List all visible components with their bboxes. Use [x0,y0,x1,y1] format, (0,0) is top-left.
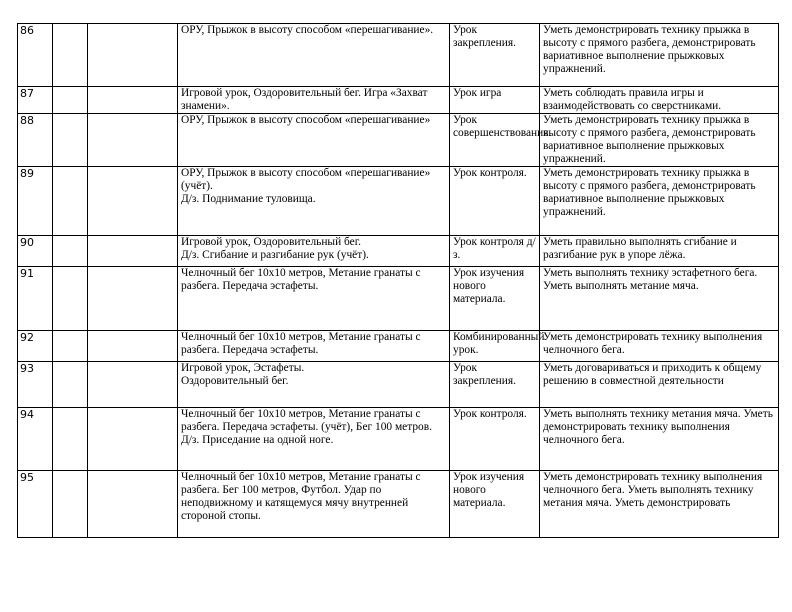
lesson-result: Уметь демонстрировать технику прыжка в высоту с прямого разбега, демонстрировать вариативное выполнение прыжковых упражнений. [540,24,779,87]
lesson-topic: ОРУ, Прыжок в высоту способом «перешагивание» (учёт). Д/з. Поднимание туловища. [178,167,450,236]
lesson-number: 93 [18,362,53,408]
table-row [18,87,779,114]
empty-cell [53,24,88,87]
lesson-result: Уметь соблюдать правила игры и взаимодействовать со сверстниками. [540,87,779,114]
empty-cell [88,167,178,236]
table-row [18,471,779,538]
lesson-number: 91 [18,267,53,331]
lesson-topic: ОРУ, Прыжок в высоту способом «перешагивание». [178,24,450,87]
empty-cell [88,408,178,471]
lesson-topic: Игровой урок, Оздоровительный бег. Игра «Захват знамени». [178,87,450,114]
lesson-result: Уметь демонстрировать технику выполнения челночного бега. Уметь выполнять технику метания мяча. Уметь демонстрировать [540,471,779,538]
empty-cell [88,471,178,538]
empty-cell [88,362,178,408]
empty-cell [53,331,88,362]
empty-cell [88,267,178,331]
lesson-result: Уметь правильно выполнять сгибание и разгибание рук в упоре лёжа. [540,236,779,267]
lesson-result: Уметь договариваться и приходить к общему решению в совместной деятельности [540,362,779,408]
lesson-topic: Челночный бег 10х10 метров, Метание гранаты с разбега. Передача эстафеты. [178,267,450,331]
lesson-type: Урок совершенствования. [450,114,540,167]
lesson-number: 95 [18,471,53,538]
lesson-number: 89 [18,167,53,236]
lesson-number: 87 [18,87,53,114]
lesson-number: 86 [18,24,53,87]
table-row [18,236,779,267]
table-row [18,408,779,471]
lesson-topic: Челночный бег 10х10 метров, Метание гранаты с разбега. Бег 100 метров, Футбол. Удар по неподвижному и катящемуся мячу внутренней стороной стопы. [178,471,450,538]
empty-cell [88,236,178,267]
lesson-type: Урок закрепления. [450,362,540,408]
lesson-result: Уметь демонстрировать технику прыжка в высоту с прямого разбега, демонстрировать вариативное выполнение прыжковых упражнений. [540,167,779,236]
lesson-result: Уметь выполнять технику метания мяча. Уметь демонстрировать технику выполнения челночного бега. [540,408,779,471]
lesson-topic: Челночный бег 10х10 метров, Метание гранаты с разбега. Передача эстафеты. [178,331,450,362]
lesson-result: Уметь демонстрировать технику выполнения челночного бега. [540,331,779,362]
empty-cell [88,331,178,362]
lesson-type: Урок игра [450,87,540,114]
table-row [18,167,779,236]
empty-cell [88,114,178,167]
lesson-type: Урок контроля д/з. [450,236,540,267]
lesson-result: Уметь выполнять технику эстафетного бега. Уметь выполнять метание мяча. [540,267,779,331]
lesson-type: Урок контроля. [450,167,540,236]
empty-cell [53,362,88,408]
lesson-type: Комбинированный урок. [450,331,540,362]
table-row [18,362,779,408]
lesson-plan-table [17,23,779,538]
table-row [18,24,779,87]
empty-cell [53,471,88,538]
empty-cell [53,408,88,471]
lesson-type: Урок закрепления. [450,24,540,87]
lesson-number: 92 [18,331,53,362]
empty-cell [53,167,88,236]
empty-cell [53,267,88,331]
empty-cell [53,236,88,267]
lesson-type: Урок изучения нового материала. [450,471,540,538]
lesson-topic: Челночный бег 10х10 метров, Метание гранаты с разбега. Передача эстафеты. (учёт), Бег 100 метров. Д/з. Приседание на одной ноге. [178,408,450,471]
lesson-number: 90 [18,236,53,267]
lesson-type: Урок контроля. [450,408,540,471]
lesson-number: 94 [18,408,53,471]
table-row [18,331,779,362]
empty-cell [53,114,88,167]
empty-cell [53,87,88,114]
table-row [18,267,779,331]
empty-cell [88,24,178,87]
lesson-type: Урок изучения нового материала. [450,267,540,331]
lesson-result: Уметь демонстрировать технику прыжка в высоту с прямого разбега, демонстрировать вариативное выполнение прыжковых упражнений. [540,114,779,167]
table-row [18,114,779,167]
lesson-topic: Игровой урок, Эстафеты. Оздоровительный бег. [178,362,450,408]
lesson-number: 88 [18,114,53,167]
empty-cell [88,87,178,114]
lesson-topic: Игровой урок, Оздоровительный бег. Д/з. Сгибание и разгибание рук (учёт). [178,236,450,267]
lesson-topic: ОРУ, Прыжок в высоту способом «перешагивание» [178,114,450,167]
